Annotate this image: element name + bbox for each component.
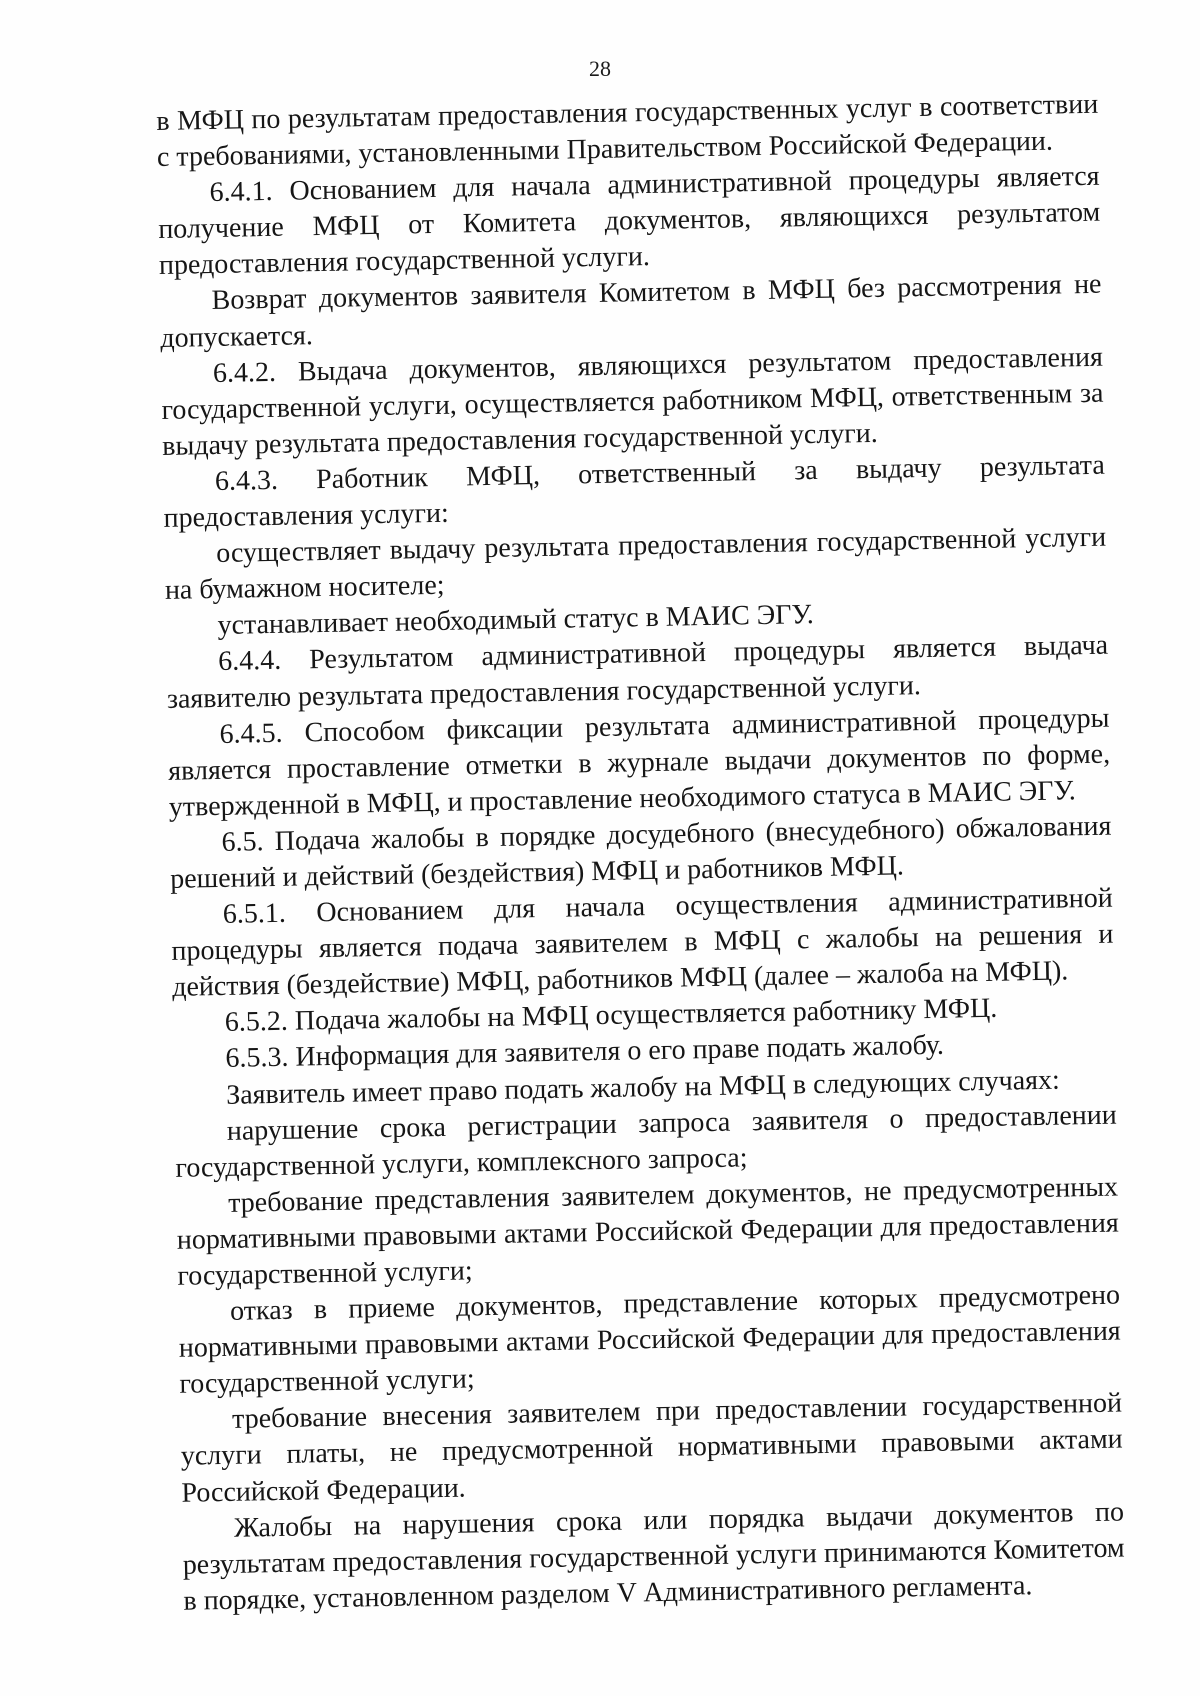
paragraph-issuance: осуществляет выдачу результата предоставления государственной услуги на бумажном носителе; <box>164 521 1107 607</box>
paragraph-6-4-5: 6.4.5. Способом фиксации результата административной процедуры является проставление отметки в журнале выдачи документов по форме, утвержденной в МФЦ, и проставление необходимого статуса в МАИС ЭГУ. <box>167 702 1111 823</box>
paragraph-6-4-2: 6.4.2. Выдача документов, являющихся результатом предоставления государственной услуги, осуществляется работником МФЦ, ответственным за выдачу результата предоставления государственной услуги. <box>161 341 1104 462</box>
list-item-refusal: отказ в приеме документов, представление которых предусмотрено нормативными правовыми актами Российской Федерации для предоставления государственной услуги; <box>178 1279 1121 1401</box>
paragraph-6-5-2: 6.5.2. Подача жалобы на МФЦ осуществляется работнику МФЦ. <box>224 993 998 1039</box>
paragraph-return-documents: Возврат документов заявителя Комитетом в МФЦ без рассмотрения не допускается. <box>160 269 1102 354</box>
paragraph-6-4-3: 6.4.3. Работник МФЦ, ответственный за выдачу результата предоставления услуги: <box>163 449 1106 534</box>
paragraph-continuation: в МФЦ по результатам предоставления государственных услуг в соответствии с требованиями, установленными Правительством Российской Федерации. <box>156 88 1099 174</box>
list-item-documents-requirement: требование представления заявителем документов, не предусмотренных нормативными правовыми актами Российской Федерации для предоставления государственной услуги; <box>176 1171 1119 1292</box>
paragraph-6-4-4: 6.4.4. Результатом административной процедуры является выдача заявителю результата предоставления государственной услуги. <box>166 630 1109 715</box>
paragraph-6-4-1: 6.4.1. Основанием для начала административной процедуры является получение МФЦ от Комитета документов, являющихся результатом предоставления государственной услуги. <box>158 160 1101 282</box>
paragraph-6-5-3: 6.5.3. Информация для заявителя о его праве подать жалобу. <box>225 1030 945 1075</box>
paragraph-complaint-rights: Заявитель имеет право подать жалобу на МФЦ в следующих случаях: <box>225 1064 1061 1111</box>
list-item-payment-requirement: требование внесения заявителем при предоставлении государственной услуги платы, не предусмотренной нормативными правовыми актами Российской Федерации. <box>180 1387 1123 1509</box>
paragraph-6-5: 6.5. Подача жалобы в порядке досудебного (внесудебного) обжалования решений и действий (бездействия) МФЦ и работников МФЦ. <box>169 810 1112 895</box>
paragraph-complaints-committee: Жалобы на нарушения срока или порядка выдачи документов по результатам предоставления государственной услуги принимаются Комитетом в порядке, установленном разделом V Административного регламента. <box>182 1496 1125 1617</box>
page-number: 28 <box>589 56 611 81</box>
document-body <box>156 87 1126 1620</box>
paragraph-status: устанавливает необходимый статус в МАИС ЭГУ. <box>217 599 814 642</box>
list-item-deadline-violation: нарушение срока регистрации запроса заявителя о предоставлении государственной услуги, комплексного запроса; <box>175 1099 1117 1184</box>
paragraph-6-5-1: 6.5.1. Основанием для начала осуществления административной процедуры является подача заявителем в МФЦ с жалобы на решения и действия (бездействие) МФЦ, работников МФЦ (далее – жалоба на МФЦ). <box>171 882 1114 1004</box>
